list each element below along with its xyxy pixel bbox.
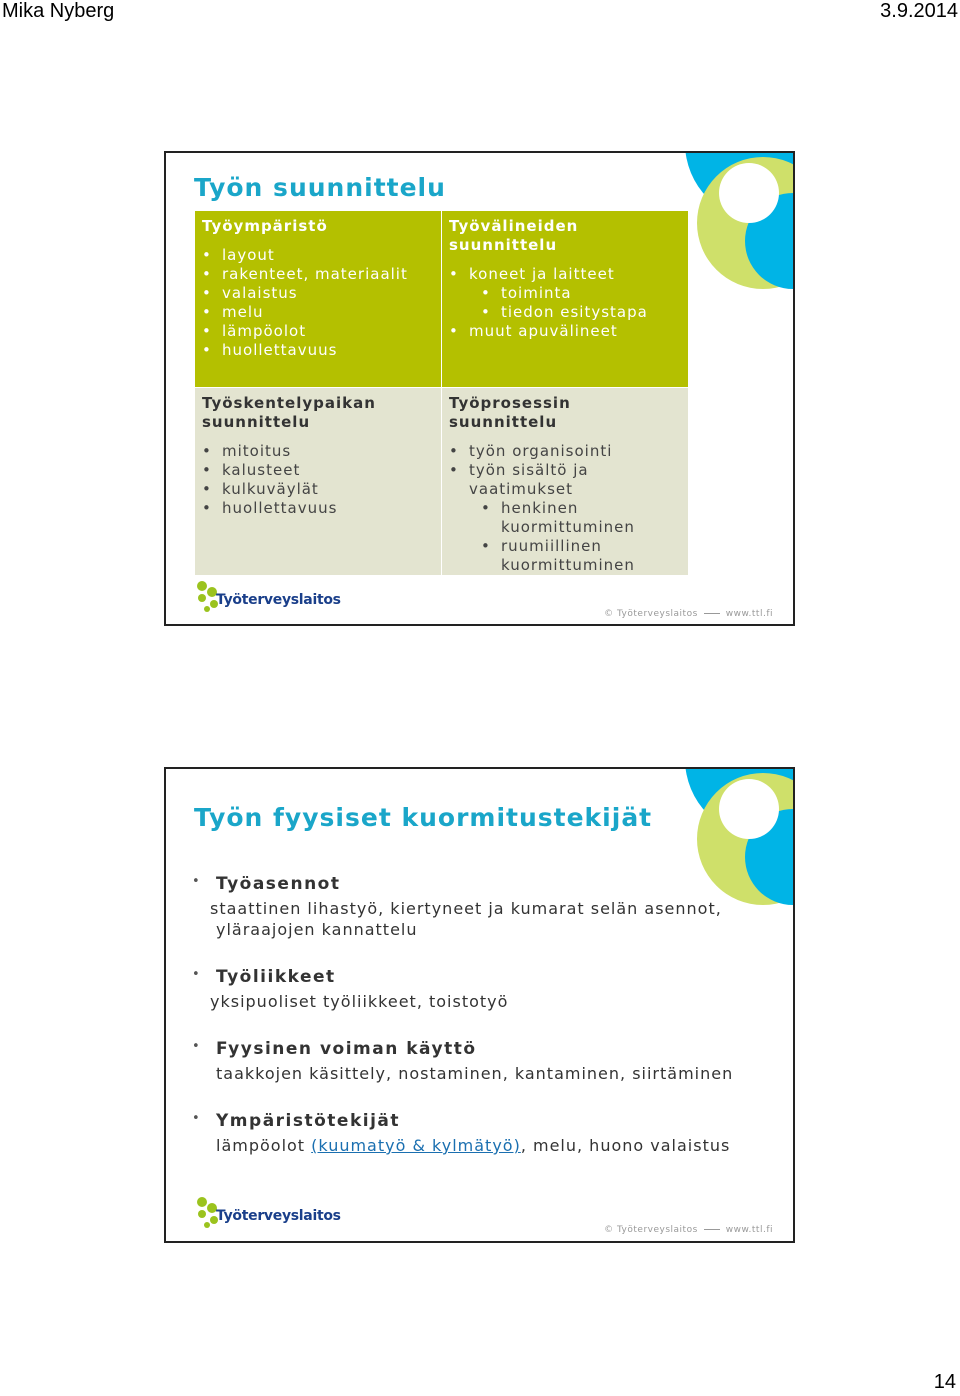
bullet: • bbox=[192, 1039, 200, 1054]
list-item: • huollettavuus bbox=[202, 499, 434, 518]
cell-title-line: suunnittelu bbox=[202, 413, 311, 431]
list-item: • koneet ja laitteet bbox=[449, 265, 681, 284]
cell-tyoprosessin-suunnittelu bbox=[442, 388, 688, 575]
cell-tyoymparisto bbox=[195, 211, 441, 387]
slide-fyysiset-kuormitustekijat bbox=[164, 767, 795, 1243]
cell-title: Työprosessin suunnittelu bbox=[449, 394, 571, 431]
bullet: • bbox=[192, 874, 200, 889]
list-item bbox=[192, 873, 752, 940]
list-item: • melu bbox=[202, 303, 434, 322]
item-heading: Fyysinen voiman käyttö bbox=[216, 1039, 477, 1059]
slide-tyon-suunnittelu bbox=[164, 151, 795, 626]
item-body-text: , melu, huono valaistus bbox=[520, 1136, 731, 1155]
slide-title: Työn suunnittelu bbox=[194, 173, 446, 202]
logo-text: Työterveyslaitos bbox=[216, 1208, 341, 1224]
footer-copyright: © Työterveyslaitos bbox=[604, 1225, 698, 1235]
author-name: Mika Nyberg bbox=[2, 0, 115, 22]
factor-list bbox=[192, 873, 752, 1182]
item-body bbox=[216, 1135, 752, 1156]
list-item: • työn sisältö ja bbox=[449, 461, 681, 480]
footer-url[interactable]: www.ttl.fi bbox=[725, 1225, 773, 1235]
list-item: • mitoitus bbox=[202, 442, 434, 461]
list-item: • kalusteet bbox=[202, 461, 434, 480]
item-body bbox=[210, 898, 752, 940]
bullet: • bbox=[192, 967, 200, 982]
list-item: • rakenteet, materiaalit bbox=[202, 265, 434, 284]
list-item bbox=[192, 1110, 752, 1156]
footer-copyright: © Työterveyslaitos bbox=[604, 609, 698, 619]
bullet: • bbox=[192, 1111, 200, 1126]
item-body: taakkojen käsittely, nostaminen, kantaminen, siirtäminen bbox=[216, 1064, 734, 1083]
list-item: • valaistus bbox=[202, 284, 434, 303]
list-item: • henkinen bbox=[449, 499, 681, 518]
list-item bbox=[192, 966, 752, 1012]
slide-footer bbox=[604, 609, 773, 619]
list-item: • muut apuvälineet bbox=[449, 322, 681, 341]
list-item: • kulkuväylät bbox=[202, 480, 434, 499]
logo-text: Työterveyslaitos bbox=[216, 592, 341, 608]
list-item: • ruumiillinen bbox=[449, 537, 681, 556]
list-item: • työn organisointi bbox=[449, 442, 681, 461]
item-body: yksipuoliset työliikkeet, toistotyö bbox=[210, 992, 509, 1011]
item-heading: Työliikkeet bbox=[216, 967, 336, 987]
cell-title-line: Työskentelypaikan bbox=[202, 394, 376, 412]
list-item bbox=[192, 1038, 752, 1084]
footer-url[interactable]: www.ttl.fi bbox=[725, 609, 773, 619]
list-item: kuormittuminen bbox=[501, 556, 635, 574]
document-date: 3.9.2014 bbox=[880, 0, 958, 22]
item-body-line: staattinen lihastyö, kiertyneet ja kumarat selän asennot, bbox=[210, 899, 722, 918]
list-item: vaatimukset bbox=[469, 480, 574, 498]
item-body-line: yläraajojen kannattelu bbox=[216, 920, 418, 939]
slide-title: Työn fyysiset kuormitustekijät bbox=[194, 803, 653, 832]
kuumatyo-kylmatyo-link[interactable]: (kuumatyö & kylmätyö) bbox=[311, 1136, 521, 1155]
slide-footer bbox=[604, 1225, 773, 1235]
list-item: • toiminta bbox=[449, 284, 681, 303]
cell-tyovalineiden-suunnittelu bbox=[442, 211, 688, 387]
item-heading: Ympäristötekijät bbox=[216, 1111, 401, 1131]
cell-tyoskentelypaikan-suunnittelu bbox=[195, 388, 441, 575]
item-heading: Työasennot bbox=[216, 874, 341, 894]
list-item: • tiedon esitystapa bbox=[449, 303, 681, 322]
list-item: kuormittuminen bbox=[501, 518, 635, 536]
list-item: • lämpöolot bbox=[202, 322, 434, 341]
cell-title bbox=[202, 394, 434, 432]
page-number: 14 bbox=[933, 1371, 956, 1393]
list-item: • huollettavuus bbox=[202, 341, 434, 360]
cell-title: Työympäristö bbox=[202, 217, 328, 235]
cell-title: Työvälineiden suunnittelu bbox=[449, 217, 579, 254]
list-item: • layout bbox=[202, 246, 434, 265]
item-body-text: lämpöolot bbox=[216, 1136, 312, 1155]
